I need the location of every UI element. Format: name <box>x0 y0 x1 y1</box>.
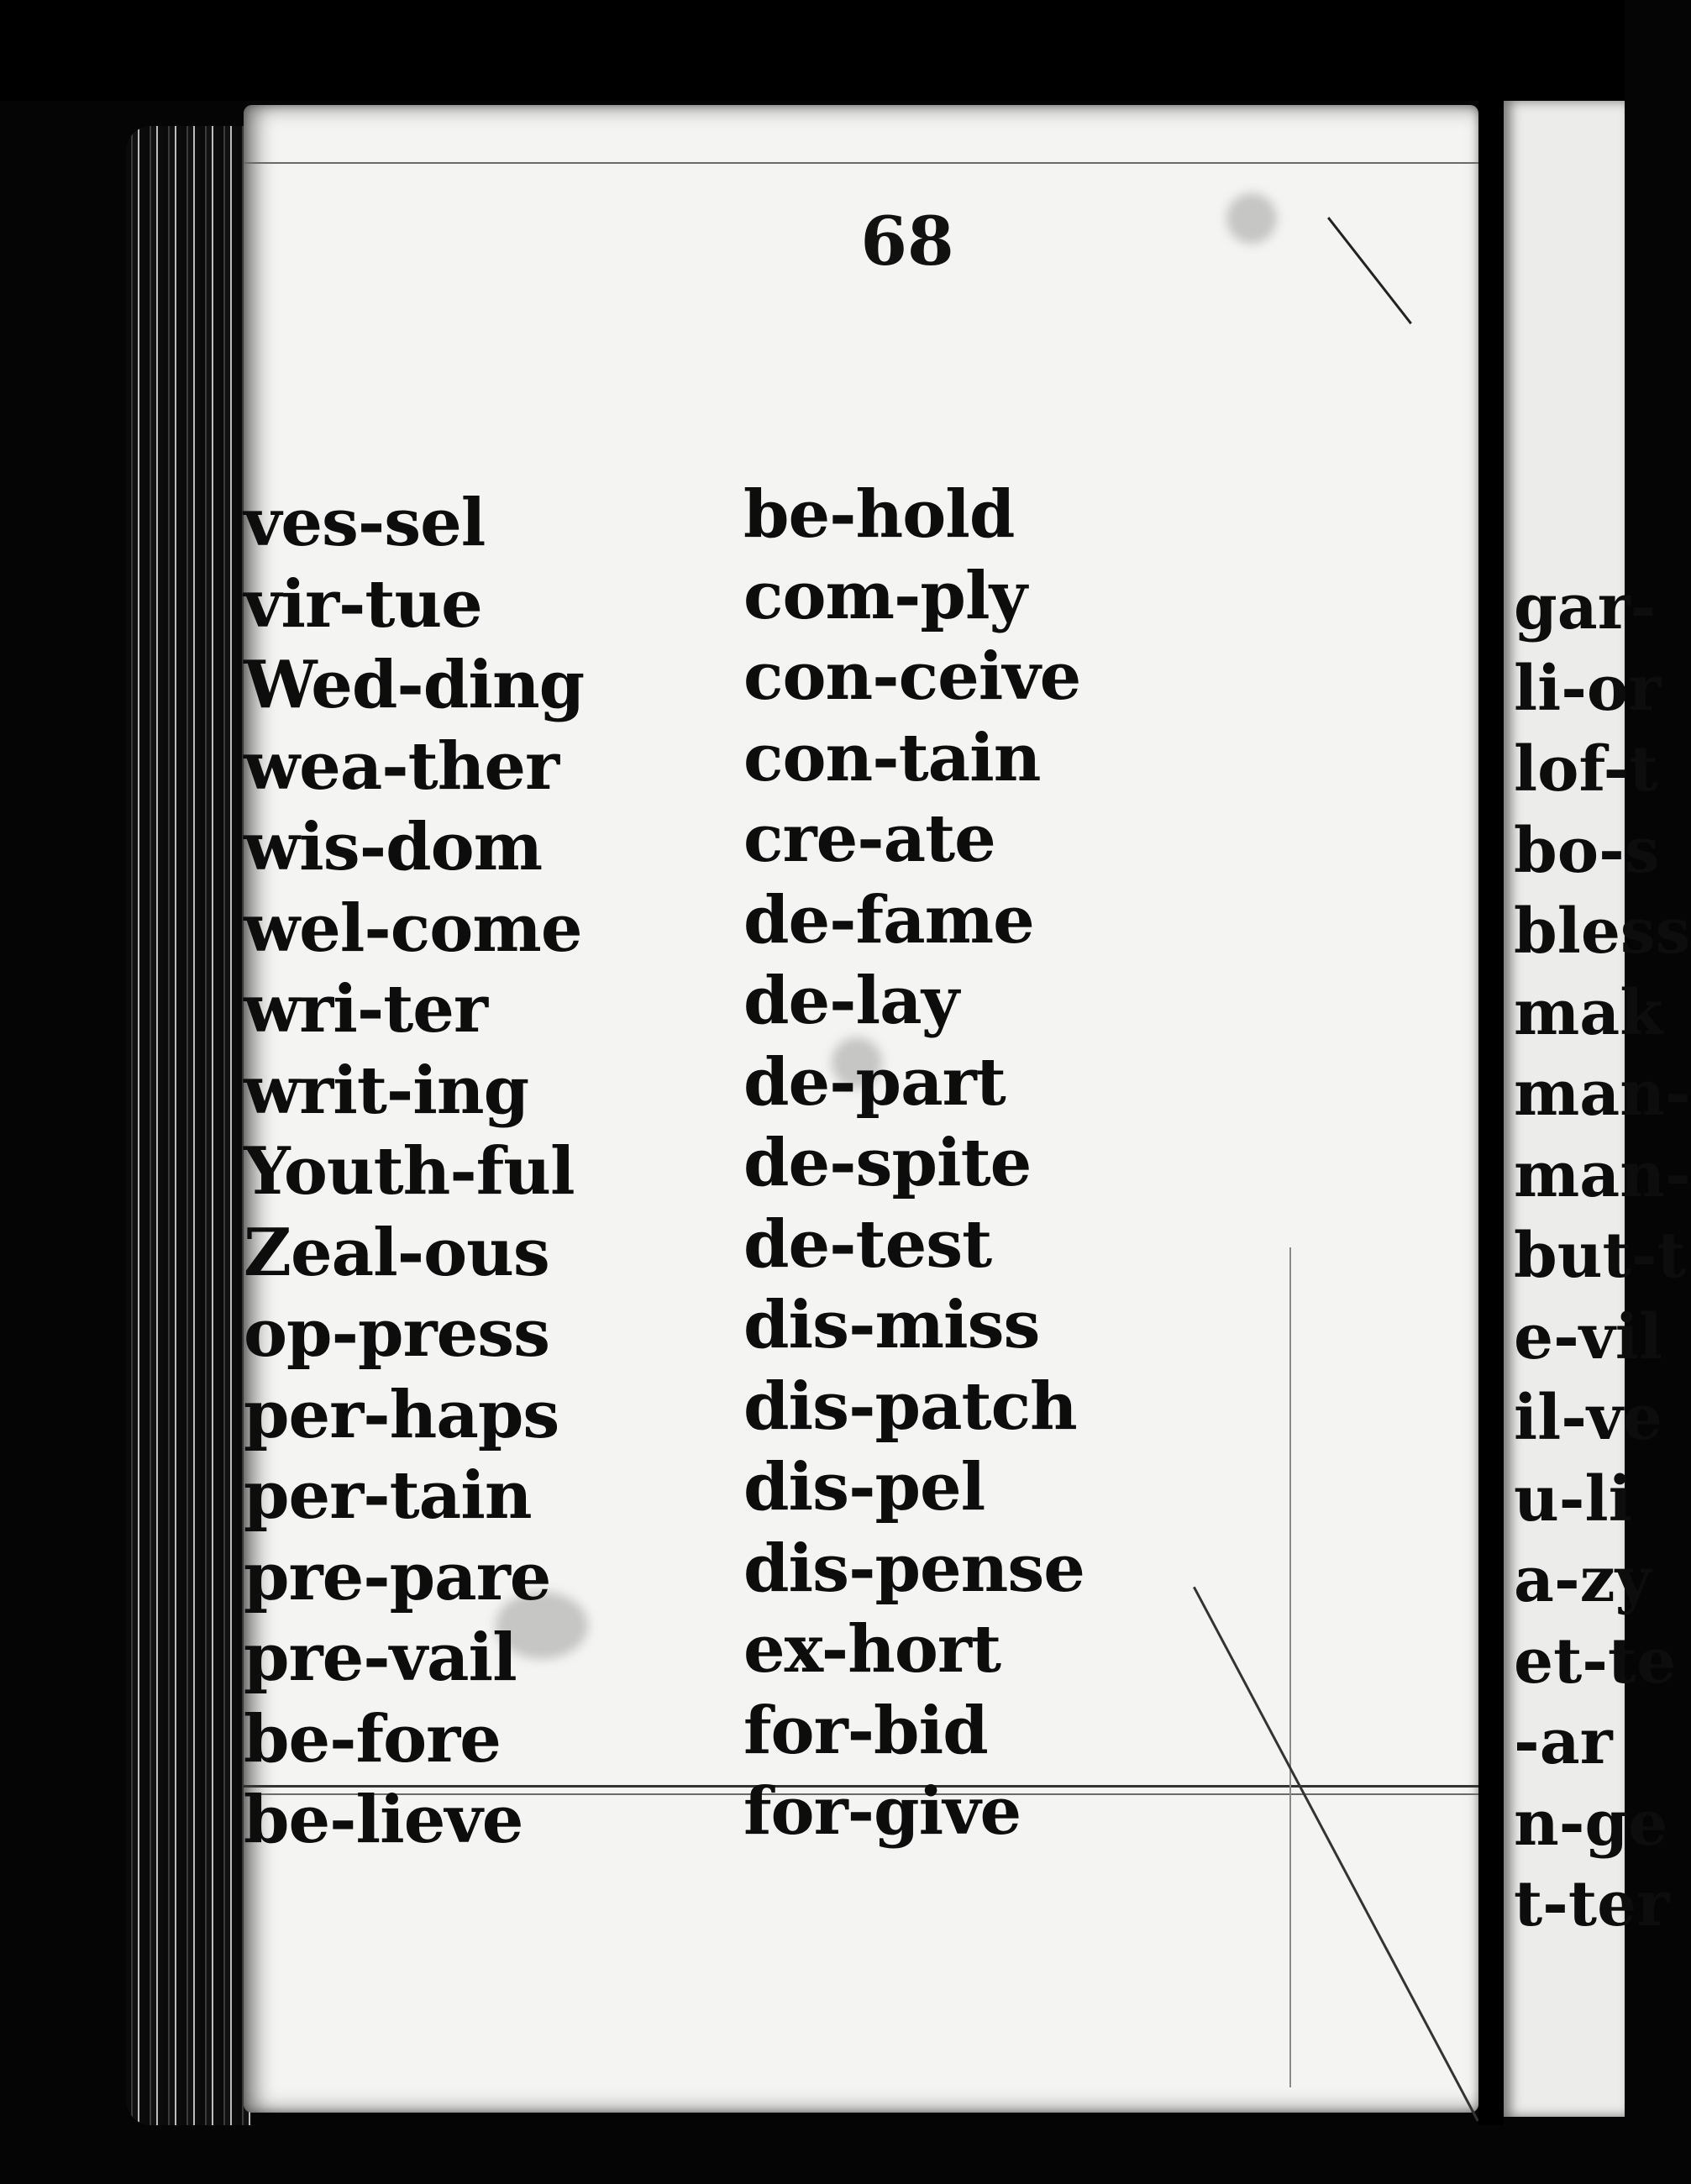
book-page-edges <box>126 126 252 2125</box>
list-item: ex-hort <box>743 1611 1000 1688</box>
list-item: gar- <box>1514 571 1657 643</box>
list-item: per-haps <box>244 1376 559 1453</box>
list-item: -ar <box>1514 1706 1613 1778</box>
paper-crease <box>1327 217 1412 324</box>
list-item: con-tain <box>743 719 1041 796</box>
list-item: pre-vail <box>244 1620 517 1696</box>
list-item: but-t <box>1514 1220 1686 1292</box>
list-item: for-give <box>743 1773 1021 1850</box>
list-item: il-ve <box>1514 1382 1663 1454</box>
list-item: con-ceive <box>743 638 1081 715</box>
list-item: Zeal-ous <box>244 1214 549 1291</box>
ink-smudge <box>1226 193 1277 244</box>
list-item: de-fame <box>743 881 1034 958</box>
page-number: 68 <box>860 202 954 281</box>
word-list-left <box>244 483 584 1861</box>
list-item: for-bid <box>743 1692 988 1769</box>
list-item: u-li <box>1514 1462 1632 1536</box>
scan-artifact-vertical-line <box>1289 1247 1291 2087</box>
list-item: op-press <box>244 1295 550 1372</box>
word-list-right <box>743 475 1084 1853</box>
list-item: be-lieve <box>244 1782 523 1858</box>
list-item: be-fore <box>244 1700 501 1777</box>
list-item: cre-ate <box>743 801 995 877</box>
list-item: dis-miss <box>743 1287 1040 1363</box>
list-item: e-vil <box>1514 1300 1663 1373</box>
list-item: Youth-ful <box>244 1133 575 1210</box>
scan-artifact-line <box>244 162 1478 164</box>
list-item: dis-pense <box>743 1530 1084 1607</box>
list-item: bo-s <box>1514 814 1660 887</box>
word-list-next-page <box>1514 567 1691 1945</box>
list-item: per-tain <box>244 1457 532 1534</box>
list-item: a-zy <box>1514 1544 1652 1616</box>
list-item: de-part <box>743 1043 1006 1121</box>
list-item: vir-tue <box>244 565 482 643</box>
book-page-right-partial <box>1504 101 1691 2117</box>
list-item: wea-ther <box>244 727 559 805</box>
list-item: t-ter <box>1514 1868 1670 1940</box>
list-item: ves-sel <box>244 485 486 561</box>
list-item: com-ply <box>743 557 1027 634</box>
list-item: man- <box>1514 1058 1691 1130</box>
list-item: Wed-ding <box>244 647 585 723</box>
list-item: pre-pare <box>244 1538 551 1615</box>
list-item: wel-come <box>244 890 582 967</box>
list-item: de-lay <box>743 963 959 1039</box>
list-item: lof-t <box>1514 733 1658 806</box>
scan-border-top <box>0 0 1625 101</box>
list-item: be-hold <box>743 476 1015 553</box>
list-item: bless <box>1514 895 1691 968</box>
list-item: li-or <box>1514 652 1662 725</box>
book-gutter <box>1478 92 1504 2125</box>
list-item: n-ge <box>1514 1787 1668 1860</box>
list-item: et-te <box>1514 1625 1677 1698</box>
list-item: dis-patch <box>743 1368 1077 1445</box>
list-item: de-spite <box>743 1125 1032 1201</box>
list-item: de-test <box>743 1205 992 1283</box>
list-item: dis-pel <box>743 1449 985 1525</box>
list-item: mak <box>1514 976 1663 1049</box>
list-item: man- <box>1514 1138 1691 1211</box>
list-item: wis-dom <box>244 809 543 885</box>
list-item: wri-ter <box>244 971 487 1047</box>
list-item: writ-ing <box>244 1052 529 1129</box>
